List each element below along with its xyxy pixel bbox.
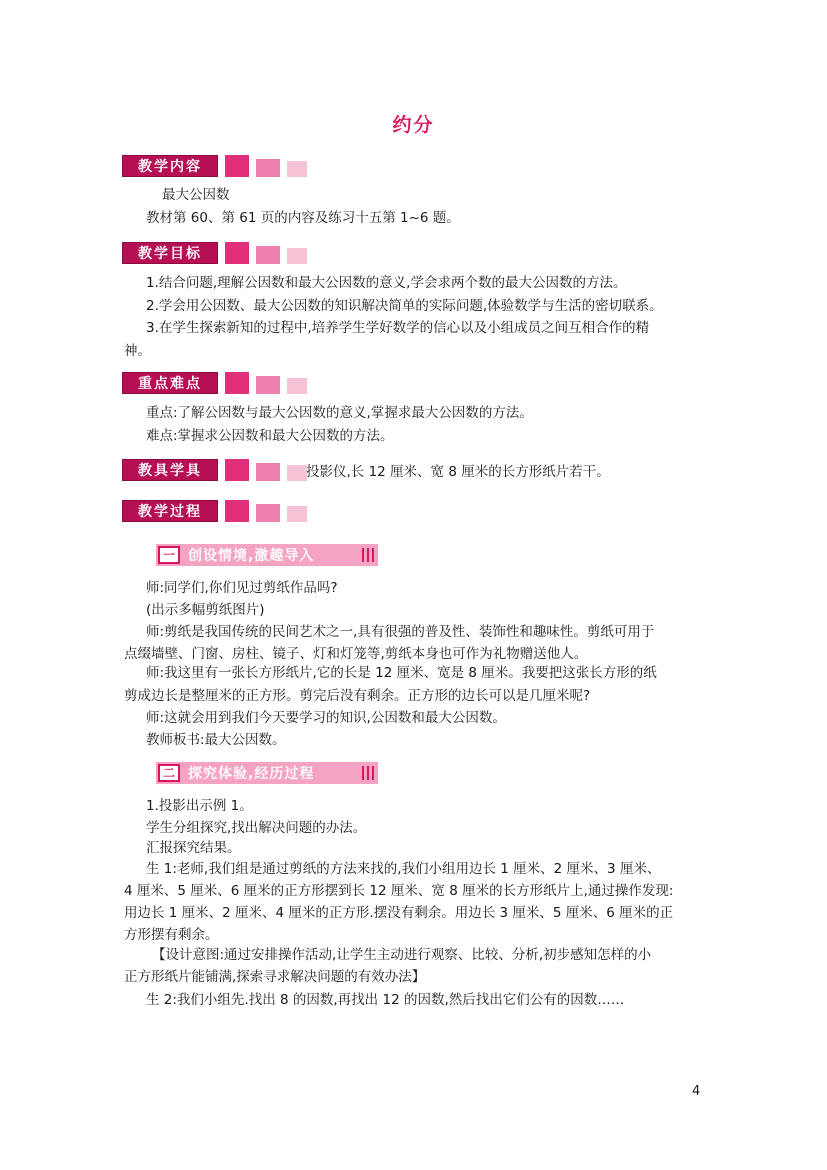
text-line: 重点:了解公因数与最大公因数的意义,掌握求最大公因数的方法。 — [146, 405, 533, 421]
decor-square — [225, 155, 249, 177]
text-line: 师:我这里有一张长方形纸片,它的长是 12 厘米、宽是 8 厘米。我要把这张长方形的纸 — [146, 665, 657, 681]
subsection-title: 创设情境,激趣导入 — [188, 548, 315, 564]
text-line: 汇报探究结果。 — [146, 840, 241, 856]
text-line: 学生分组探究,找出解决问题的办法。 — [146, 820, 367, 836]
section-label: 重点难点 — [122, 372, 218, 394]
section-label: 教学内容 — [122, 155, 218, 177]
text-line: 正方形纸片能铺满,探索寻求解决问题的有效办法】 — [124, 969, 426, 985]
decor-square — [287, 161, 307, 177]
text-line: 剪成边长是整厘米的正方形。剪完后没有剩余。正方形的边长可以是几厘米呢? — [124, 688, 591, 704]
decor-bars — [362, 548, 374, 562]
decor-square — [225, 372, 249, 394]
text-line: 1.结合问题,理解公因数和最大公因数的意义,学会求两个数的最大公因数的方法。 — [146, 275, 627, 291]
decor-bars — [362, 766, 374, 780]
text-line: 师:这就会用到我们今天要学习的知识,公因数和最大公因数。 — [146, 710, 506, 726]
decor-square — [256, 159, 280, 177]
subsection-number: 二 — [158, 764, 180, 782]
text-line: 1.投影出示例 1。 — [146, 798, 253, 814]
text-line: 生 2:我们小组先.找出 8 的因数,再找出 12 的因数,然后找出它们公有的因数…… — [146, 992, 625, 1008]
decor-square — [225, 459, 249, 481]
page-title: 约分 — [392, 114, 435, 136]
text-line: (出示多幅剪纸图片) — [146, 602, 265, 618]
subsection-number: 一 — [158, 546, 180, 564]
text-line: 4 厘米、5 厘米、6 厘米的正方形摆到长 12 厘米、宽 8 厘米的长方形纸片上,通过操作发现: — [124, 883, 674, 899]
text-line: 教材第 60、第 61 页的内容及练习十五第 1~6 题。 — [146, 210, 460, 226]
section-header-content — [122, 155, 307, 177]
decor-square — [287, 465, 307, 481]
text-line: 3.在学生探索新知的过程中,培养学生学好数学的信心以及小组成员之间互相合作的精 — [146, 320, 650, 336]
page-number: 4 — [692, 1084, 701, 1099]
section-label: 教学目标 — [122, 242, 218, 264]
text-line: 【设计意图:通过安排操作活动,让学生主动进行观察、比较、分析,初步感知怎样的小 — [152, 947, 652, 963]
text-line: 用边长 1 厘米、2 厘米、4 厘米的正方形.摆没有剩余。用边长 3 厘米、5 厘米、6 厘米的正 — [124, 905, 674, 921]
section-header-tools — [122, 459, 307, 481]
subsection-title: 探究体验,经历过程 — [188, 766, 315, 782]
section-header-goals — [122, 242, 307, 264]
decor-square — [256, 504, 280, 522]
decor-square — [287, 378, 307, 394]
text-line: 难点:掌握求公因数和最大公因数的方法。 — [146, 428, 394, 444]
section-label: 教学过程 — [122, 500, 218, 522]
subsection-header-1 — [156, 544, 378, 566]
decor-square — [256, 246, 280, 264]
decor-square — [256, 376, 280, 394]
decor-square — [225, 500, 249, 522]
text-line: 师:剪纸是我国传统的民间艺术之一,具有很强的普及性、装饰性和趣味性。剪纸可用于 — [146, 624, 655, 640]
text-line: 方形摆有剩余。 — [124, 927, 219, 943]
section-header-keys — [122, 372, 307, 394]
section-label: 教具学具 — [122, 459, 218, 481]
decor-square — [225, 242, 249, 264]
text-line: 投影仪,长 12 厘米、宽 8 厘米的长方形纸片若干。 — [306, 464, 610, 480]
decor-square — [287, 506, 307, 522]
decor-square — [256, 463, 280, 481]
section-header-process — [122, 500, 307, 522]
subsection-header-2 — [156, 762, 378, 784]
text-line: 教师板书:最大公因数。 — [146, 732, 286, 748]
text-line: 神。 — [124, 343, 151, 359]
decor-square — [287, 248, 307, 264]
text-line: 2.学会用公因数、最大公因数的知识解决简单的实际问题,体验数学与生活的密切联系。 — [146, 298, 663, 314]
text-line: 师:同学们,你们见过剪纸作品吗? — [146, 580, 338, 596]
text-line: 最大公因数 — [162, 187, 230, 203]
text-line: 点缀墙壁、门窗、房柱、镜子、灯和灯笼等,剪纸本身也可作为礼物赠送他人。 — [124, 646, 588, 662]
text-line: 生 1:老师,我们组是通过剪纸的方法来找的,我们小组用边长 1 厘米、2 厘米、3 厘米、 — [146, 861, 661, 877]
